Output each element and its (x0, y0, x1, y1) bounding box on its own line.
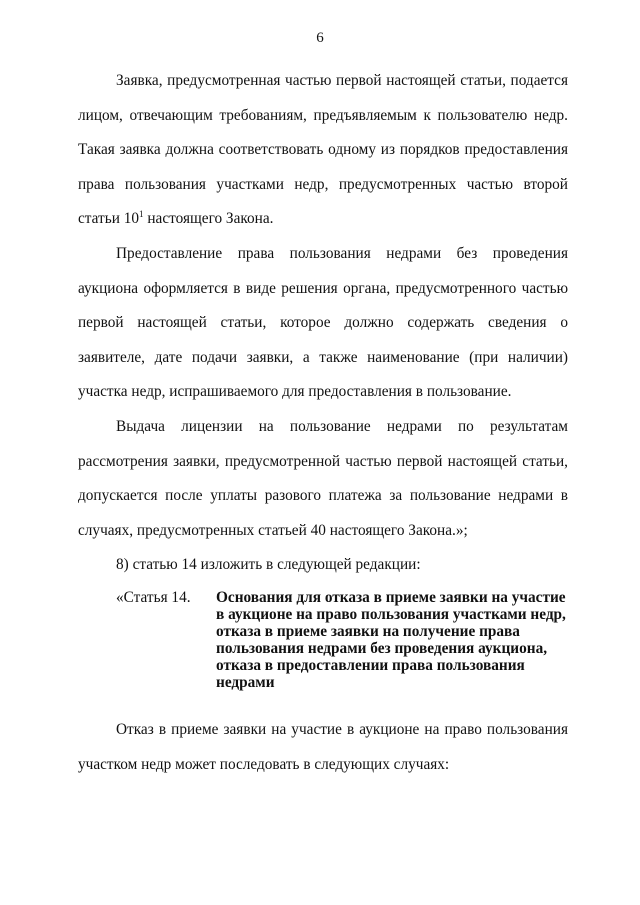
superscript-article-number: 1 (139, 209, 144, 220)
document-body (78, 64, 568, 782)
article-heading (78, 589, 568, 691)
paragraph-amendment: 8) статью 14 изложить в следующей редакции: (116, 556, 421, 574)
article-title: Основания для отказа в приеме заявки на участие в аукционе на право пользования участками недр, отказа в приеме заявки на получение права пользования недрами без проведения аукциона, отказа в предоставлении права пользования недрами (216, 588, 566, 691)
paragraph-grant-decision: Предоставление права пользования недрами без проведения аукциона оформляется в виде решения органа, предусмотренного частью первой настоящей статьи, которое должно содержать сведения о заявителе, дате подачи заявки, а также наименование (при наличии) участка недр, испрашиваемого для предоставления в пользование. (78, 244, 568, 401)
article-label: «Статья 14. (116, 588, 191, 606)
paragraph-application-text: Заявка, предусмотренная частью первой настоящей статьи, подается лицом, отвечающим требованиям, предъявляемым к пользователю недр. Такая заявка должна соответствовать одному из порядков предоставления права пользования участками недр, предусмотренных частью второй статьи 10 (78, 72, 568, 228)
paragraph-license-issuance: Выдача лицензии на пользование недрами по результатам рассмотрения заявки, предусмотренной частью первой настоящей статьи, допускается после уплаты разового платежа за пользование недрами в случаях, предусмотренных статьей 40 настоящего Закона.»; (78, 417, 568, 539)
page-number: 6 (316, 30, 324, 46)
paragraph-application (78, 64, 568, 237)
paragraph-refusal: Отказ в приеме заявки на участие в аукционе на право пользования участком недр может последовать в следующих случаях: (78, 720, 568, 773)
paragraph-application-tail: настоящего Закона. (143, 210, 274, 228)
